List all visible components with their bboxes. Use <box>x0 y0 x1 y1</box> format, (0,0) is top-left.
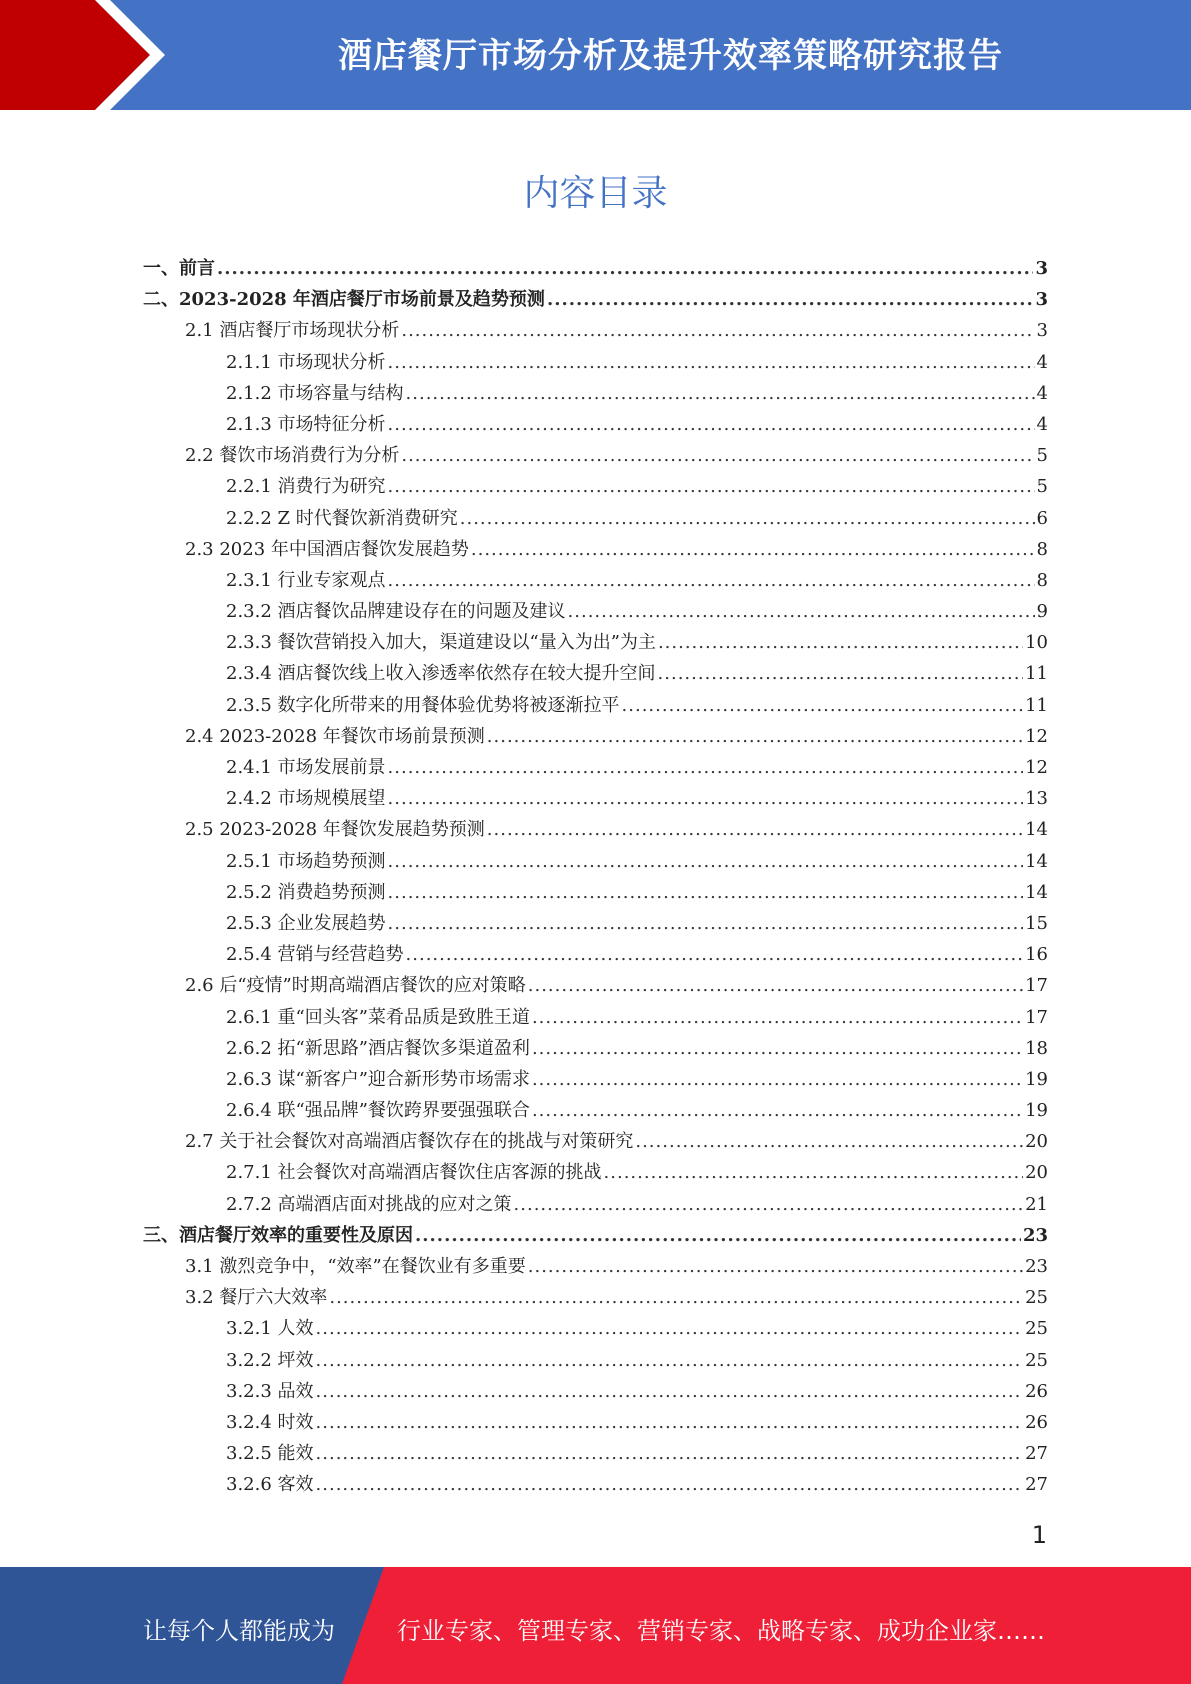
toc-entry[interactable] <box>143 1003 1048 1034</box>
toc-entry[interactable] <box>143 254 1048 285</box>
toc-leader-dots <box>388 882 1024 903</box>
toc-entry-page: 21 <box>1025 1193 1048 1215</box>
toc-entry-page: 11 <box>1025 694 1048 716</box>
toc-leader-dots <box>388 476 1035 497</box>
toc-entry-title: 2.1.1 市场现状分析 <box>226 351 386 373</box>
toc-entry-page: 14 <box>1025 881 1048 903</box>
toc-entry[interactable] <box>143 348 1048 379</box>
toc-entry-page: 5 <box>1036 445 1048 467</box>
toc-entry[interactable] <box>143 535 1048 566</box>
toc-entry-title: 2.6.3 谋“新客户”迎合新形势市场需求 <box>226 1068 530 1090</box>
page-footer <box>0 1567 1191 1684</box>
toc-leader-dots <box>514 1194 1024 1215</box>
toc-entry-title: 3.2.5 能效 <box>226 1443 314 1465</box>
toc-entry[interactable] <box>143 722 1048 753</box>
toc-leader-dots <box>528 1256 1023 1277</box>
toc-entry-title: 3.2.2 坪效 <box>226 1349 314 1371</box>
toc-entry-title: 二、2023-2028 年酒店餐厅市场前景及趋势预测 <box>143 289 545 311</box>
toc-leader-dots <box>528 975 1023 996</box>
toc-entry-title: 3.1 激烈竞争中，“效率”在餐饮业有多重要 <box>185 1256 526 1277</box>
toc-entry-page: 19 <box>1025 1068 1048 1090</box>
page-number: 1 <box>1031 1521 1047 1549</box>
toc-entry-title: 2.4.1 市场发展前景 <box>226 757 386 778</box>
toc-entry-page: 3 <box>1036 320 1048 342</box>
toc-entry-page: 13 <box>1025 788 1048 810</box>
toc-entry[interactable] <box>143 1470 1048 1501</box>
toc-entry-page: 17 <box>1025 975 1048 997</box>
toc-entry[interactable] <box>143 566 1048 597</box>
toc-entry-page: 8 <box>1036 538 1048 560</box>
toc-entry-title: 2.3.3 餐饮营销投入加大，渠道建设以“量入为出”为主 <box>226 632 656 654</box>
toc-entry-page: 6 <box>1036 507 1048 529</box>
toc-leader-dots <box>406 944 1024 965</box>
page-header <box>0 0 1191 110</box>
toc-leader-dots <box>388 757 1024 778</box>
toc-leader-dots <box>532 1100 1023 1121</box>
toc-entry[interactable] <box>143 1096 1048 1127</box>
toc-entry-page: 11 <box>1025 663 1048 685</box>
toc-entry[interactable] <box>143 1065 1048 1096</box>
toc-leader-dots <box>316 1412 1024 1433</box>
toc-entry-title: 2.7 关于社会餐饮对高端酒店餐饮存在的挑战与对策研究 <box>185 1131 634 1153</box>
toc-entry-title: 2.6.1 重“回头客”菜肴品质是致胜王道 <box>226 1006 530 1028</box>
toc-entry-title: 3.2.3 品效 <box>226 1380 314 1402</box>
toc-entry-title: 2.2.1 消费行为研究 <box>226 476 386 498</box>
toc-leader-dots <box>471 539 1035 560</box>
toc-leader-dots <box>658 632 1023 653</box>
toc-entry[interactable] <box>143 1377 1048 1408</box>
toc-entry-page: 19 <box>1025 1100 1048 1122</box>
toc-entry-page: 17 <box>1025 1006 1048 1028</box>
toc-leader-dots <box>388 414 1035 435</box>
toc-entry[interactable] <box>143 691 1048 722</box>
toc-leader-dots <box>401 445 1034 466</box>
toc-entry-page: 15 <box>1025 912 1048 934</box>
toc-leader-dots <box>388 851 1024 872</box>
toc-entry[interactable] <box>143 1439 1048 1470</box>
toc-entry[interactable] <box>143 940 1048 971</box>
toc-entry-title: 2.3 2023 年中国酒店餐饮发展趋势 <box>185 538 469 560</box>
toc-entry[interactable] <box>143 1408 1048 1439</box>
toc-entry-page: 27 <box>1025 1474 1048 1496</box>
toc-entry[interactable] <box>143 628 1048 659</box>
toc-leader-dots <box>460 508 1035 529</box>
toc-entry-title: 2.3.1 行业专家观点 <box>226 569 386 591</box>
toc-leader-dots <box>487 819 1023 840</box>
toc-leader-dots <box>604 1162 1024 1183</box>
toc-entry-page: 12 <box>1025 757 1048 778</box>
toc-entry[interactable] <box>143 410 1048 441</box>
toc-entry-page: 4 <box>1036 351 1048 373</box>
toc-entry[interactable] <box>143 878 1048 909</box>
toc-entry-page: 23 <box>1025 1256 1048 1277</box>
toc-leader-dots <box>547 289 1034 310</box>
toc-entry[interactable] <box>143 1314 1048 1345</box>
toc-entry[interactable] <box>143 847 1048 878</box>
toc-entry-page: 10 <box>1025 632 1048 654</box>
toc-entry[interactable] <box>143 1346 1048 1377</box>
toc-entry-title: 2.5.3 企业发展趋势 <box>226 912 386 934</box>
toc-entry-title: 2.5.2 消费趋势预测 <box>226 881 386 903</box>
toc-leader-dots <box>635 1131 1023 1152</box>
toc-leader-dots <box>415 1225 1021 1246</box>
toc-leader-dots <box>316 1474 1024 1495</box>
toc-entry-page: 5 <box>1036 476 1048 498</box>
toc-entry-title: 2.1.3 市场特征分析 <box>226 413 386 435</box>
table-of-contents <box>143 254 1048 1502</box>
toc-leader-dots <box>316 1443 1024 1464</box>
toc-entry-page: 25 <box>1025 1318 1048 1340</box>
toc-entry-title: 3.2.6 客效 <box>226 1474 314 1496</box>
toc-leader-dots <box>532 1038 1023 1059</box>
toc-entry[interactable] <box>143 1158 1048 1189</box>
toc-entry-title: 2.5 2023-2028 年餐饮发展趋势预测 <box>185 819 485 841</box>
toc-entry-title: 2.6.4 联“强品牌”餐饮跨界要强强联合 <box>226 1100 530 1122</box>
toc-entry-title: 2.6.2 拓“新思路”酒店餐饮多渠道盈利 <box>226 1037 530 1059</box>
toc-entry-page: 8 <box>1036 569 1048 591</box>
toc-entry[interactable] <box>143 1190 1048 1221</box>
toc-entry-title: 2.7.1 社会餐饮对高端酒店餐饮住店客源的挑战 <box>226 1162 602 1184</box>
toc-entry[interactable] <box>143 441 1048 472</box>
toc-entry[interactable] <box>143 597 1048 628</box>
toc-entry-page: 14 <box>1025 850 1048 872</box>
toc-entry-title: 2.4 2023-2028 年餐饮市场前景预测 <box>185 725 485 747</box>
toc-entry-title: 2.3.4 酒店餐饮线上收入渗透率依然存在较大提升空间 <box>226 663 656 685</box>
footer-slogan-left: 让每个人都能成为 <box>143 1617 335 1645</box>
toc-entry[interactable] <box>143 753 1048 784</box>
toc-entry-page: 16 <box>1025 944 1048 966</box>
toc-entry-page: 4 <box>1036 382 1048 404</box>
toc-entry-title: 一、前言 <box>143 258 215 279</box>
toc-entry[interactable] <box>143 1252 1048 1283</box>
toc-leader-dots <box>487 726 1023 747</box>
toc-entry-title: 三、酒店餐厅效率的重要性及原因 <box>143 1224 413 1246</box>
toc-leader-dots <box>406 383 1035 404</box>
toc-entry-page: 25 <box>1025 1349 1048 1371</box>
toc-entry[interactable] <box>143 472 1048 503</box>
toc-entry-page: 20 <box>1025 1131 1048 1153</box>
toc-entry-page: 9 <box>1036 601 1048 623</box>
toc-entry[interactable] <box>143 784 1048 815</box>
toc-entry[interactable] <box>143 285 1048 316</box>
toc-leader-dots <box>316 1318 1024 1339</box>
toc-leader-dots <box>388 570 1035 591</box>
toc-entry-title: 3.2 餐厅六大效率 <box>185 1287 328 1309</box>
toc-entry-title: 3.2.4 时效 <box>226 1411 314 1433</box>
toc-leader-dots <box>658 663 1024 684</box>
toc-entry-page: 3 <box>1035 289 1048 311</box>
toc-leader-dots <box>401 320 1034 341</box>
toc-entry-title: 2.2.2 Z 时代餐饮新消费研究 <box>226 507 458 529</box>
toc-entry-page: 25 <box>1025 1287 1048 1309</box>
toc-entry[interactable] <box>143 1034 1048 1065</box>
toc-entry[interactable] <box>143 316 1048 347</box>
toc-leader-dots <box>217 258 1033 279</box>
toc-leader-dots <box>329 1287 1023 1308</box>
footer-slogan-right: 行业专家、管理专家、营销专家、战略专家、成功企业家…… <box>397 1617 1045 1645</box>
toc-entry-title: 2.3.5 数字化所带来的用餐体验优势将被逐渐拉平 <box>226 694 620 716</box>
toc-entry-page: 3 <box>1035 258 1048 279</box>
toc-entry-title: 2.1.2 市场容量与结构 <box>226 382 404 404</box>
toc-entry-page: 26 <box>1025 1380 1048 1402</box>
toc-leader-dots <box>532 1007 1023 1028</box>
toc-leader-dots <box>532 1069 1023 1090</box>
toc-entry-title: 2.3.2 酒店餐饮品牌建设存在的问题及建议 <box>226 601 566 623</box>
toc-entry-title: 2.6 后“疫情”时期高端酒店餐饮的应对策略 <box>185 975 526 997</box>
toc-entry-page: 14 <box>1025 819 1048 841</box>
report-title: 酒店餐厅市场分析及提升效率策略研究报告 <box>338 36 1003 76</box>
toc-entry-title: 3.2.1 人效 <box>226 1318 314 1340</box>
toc-entry[interactable] <box>143 1221 1048 1252</box>
toc-leader-dots <box>316 1381 1024 1402</box>
toc-leader-dots <box>388 352 1035 373</box>
toc-entry[interactable] <box>143 504 1048 535</box>
toc-entry-page: 23 <box>1022 1224 1048 1246</box>
toc-entry[interactable] <box>143 1127 1048 1158</box>
toc-entry-page: 12 <box>1025 725 1048 747</box>
toc-entry[interactable] <box>143 909 1048 940</box>
toc-entry-page: 26 <box>1025 1411 1048 1433</box>
toc-entry-page: 18 <box>1025 1037 1048 1059</box>
toc-leader-dots <box>316 1350 1024 1371</box>
toc-leader-dots <box>568 601 1035 622</box>
toc-entry[interactable] <box>143 971 1048 1002</box>
toc-entry-title: 2.5.1 市场趋势预测 <box>226 850 386 872</box>
toc-leader-dots <box>622 695 1024 716</box>
toc-heading: 内容目录 <box>523 173 668 214</box>
toc-entry-page: 27 <box>1025 1443 1048 1465</box>
toc-entry[interactable] <box>143 815 1048 846</box>
toc-leader-dots <box>388 788 1024 809</box>
toc-entry-title: 2.5.4 营销与经营趋势 <box>226 944 404 966</box>
toc-leader-dots <box>388 913 1024 934</box>
toc-entry-title: 2.2 餐饮市场消费行为分析 <box>185 445 400 467</box>
toc-entry[interactable] <box>143 1283 1048 1314</box>
toc-entry-title: 2.7.2 高端酒店面对挑战的应对之策 <box>226 1193 512 1215</box>
toc-entry-title: 2.4.2 市场规模展望 <box>226 788 386 810</box>
toc-entry-title: 2.1 酒店餐厅市场现状分析 <box>185 320 400 342</box>
toc-entry-page: 4 <box>1036 413 1048 435</box>
toc-entry-page: 20 <box>1025 1162 1048 1184</box>
toc-entry[interactable] <box>143 379 1048 410</box>
toc-entry[interactable] <box>143 659 1048 690</box>
